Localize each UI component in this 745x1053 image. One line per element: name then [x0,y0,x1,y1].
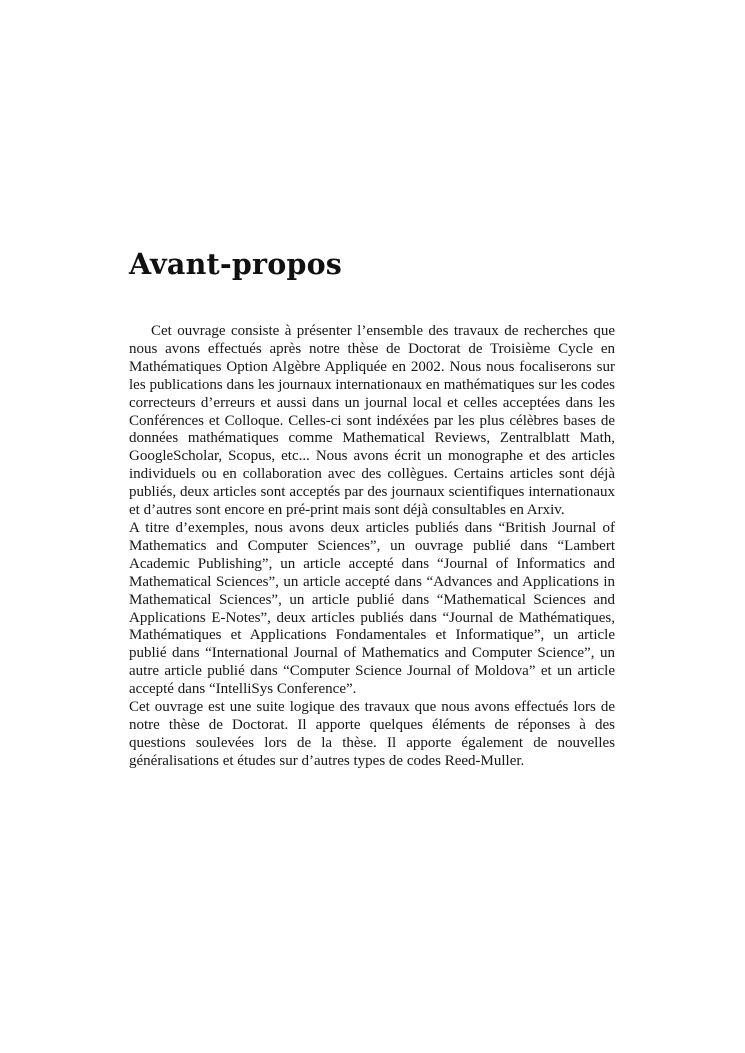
body-text [129,323,615,771]
paragraph-conclusion: Cet ouvrage est une suite logique des travaux que nous avons effectués lors de notre thèse de Doctorat. Il apporte quelques éléments de réponses à des questions soulevées lors de la thèse. Il apporte également de nouvelles généralisations et études sur d’autres types de codes Reed-Muller. [129,699,615,769]
chapter-title: Avant-propos [129,247,343,281]
paragraph-introduction: Cet ouvrage consiste à présenter l’ensemble des travaux de recherches que nous avons effectués après notre thèse de Doctorat de Troisième Cycle en Mathématiques Option Algèbre Appliquée en 2002. Nous nous focaliserons sur les publications dans les journaux internationaux en mathématiques sur les codes correcteurs d’erreurs et aussi dans un journal local et celles acceptées dans les Conférences et Colloque. Celles-ci sont indéxées par les plus célèbres bases de données mathématiques comme Mathematical Reviews, Zentralblatt Math, GoogleScholar, Scopus, etc... Nous avons écrit un monographe et des articles individuels ou en collaboration avec des collègues. Certains articles sont déjà publiés, deux articles sont acceptés par des journaux scientifiques internationaux et d’autres sont encore en pré-print mais sont déjà consultables en Arxiv. [129,323,615,519]
paragraph-examples: A titre d’exemples, nous avons deux articles publiés dans “British Journal of Mathematics and Computer Sciences”, un ouvrage publié dans “Lambert Academic Publishing”, un article accepté dans “Journal of Informatics and Mathematical Sciences”, un article accepté dans “Advances and Applications in Mathematical Sciences”, un article publié dans “Mathematical Sciences and Applications E-Notes”, deux articles publiés dans “Journal de Mathématiques, Mathématiques et Applications Fondamentales et Informatique”, un article publié dans “International Journal of Mathematics and Computer Science”, un autre article publié dans “Computer Science Journal of Moldova” et un article accepté dans “IntelliSys Conference”. [129,519,615,698]
